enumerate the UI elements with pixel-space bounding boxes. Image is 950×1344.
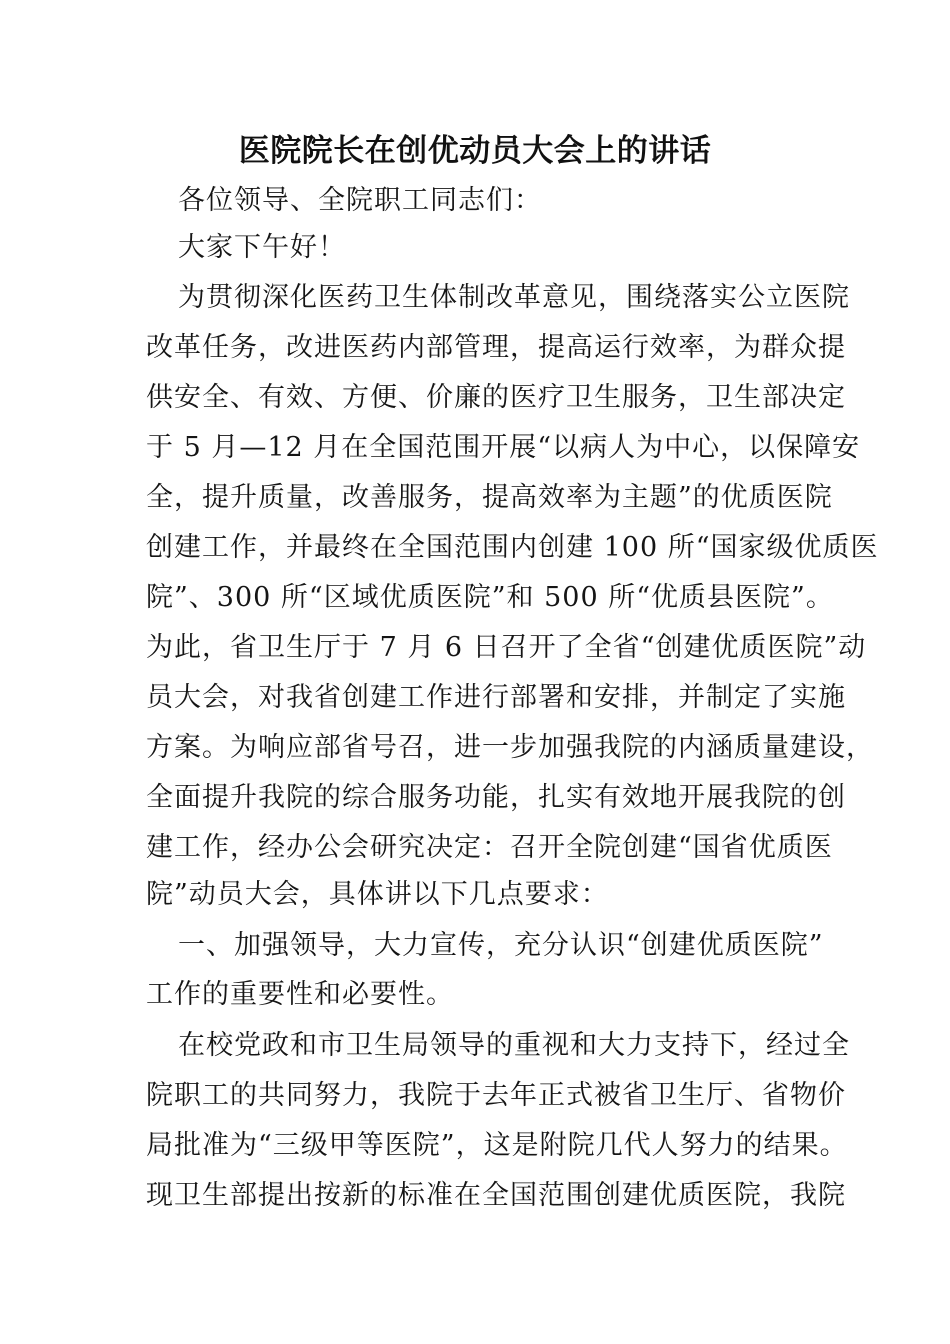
paragraph-line: 建工作，经办公会研究决定：召开全院创建“国省优质医 <box>146 832 833 863</box>
paragraph-line: 局批准为“三级甲等医院”，这是附院几代人努力的结果。 <box>146 1130 848 1161</box>
greeting-line: 大家下午好！ <box>178 232 346 263</box>
section-heading-line: 工作的重要性和必要性。 <box>146 979 454 1010</box>
paragraph-line: 全，提升质量，改善服务，提高效率为主题”的优质医院 <box>146 482 833 513</box>
paragraph-line: 于 5 月—12 月在全国范围开展“以病人为中心，以保障安 <box>146 432 861 463</box>
paragraph-line: 员大会，对我省创建工作进行部署和安排，并制定了实施 <box>146 682 846 713</box>
paragraph-line: 为此，省卫生厅于 7 月 6 日召开了全省“创建优质医院”动 <box>146 632 867 663</box>
paragraph-line: 在校党政和市卫生局领导的重视和大力支持下，经过全 <box>178 1030 850 1061</box>
salutation-line: 各位领导、全院职工同志们： <box>178 185 542 216</box>
paragraph-line: 为贯彻深化医药卫生体制改革意见，围绕落实公立医院 <box>178 282 850 313</box>
paragraph-line: 供安全、有效、方便、价廉的医疗卫生服务，卫生部决定 <box>146 382 846 413</box>
paragraph-line: 院职工的共同努力，我院于去年正式被省卫生厅、省物价 <box>146 1080 846 1111</box>
paragraph-line: 院”动员大会，具体讲以下几点要求： <box>146 879 609 910</box>
paragraph-line: 方案。为响应部省号召，进一步加强我院的内涵质量建设， <box>146 732 874 763</box>
paragraph-line: 院”、300 所“区域优质医院”和 500 所“优质县医院”。 <box>146 582 834 613</box>
paragraph-line: 现卫生部提出按新的标准在全国范围创建优质医院，我院 <box>146 1180 846 1211</box>
paragraph-line: 改革任务，改进医药内部管理，提高运行效率，为群众提 <box>146 332 846 363</box>
document-title: 医院院长在创优动员大会上的讲话 <box>238 133 712 169</box>
paragraph-line: 创建工作，并最终在全国范围内创建 100 所“国家级优质医 <box>146 532 879 563</box>
section-heading-line: 一、加强领导，大力宣传，充分认识“创建优质医院” <box>178 930 824 961</box>
paragraph-line: 全面提升我院的综合服务功能，扎实有效地开展我院的创 <box>146 782 846 813</box>
